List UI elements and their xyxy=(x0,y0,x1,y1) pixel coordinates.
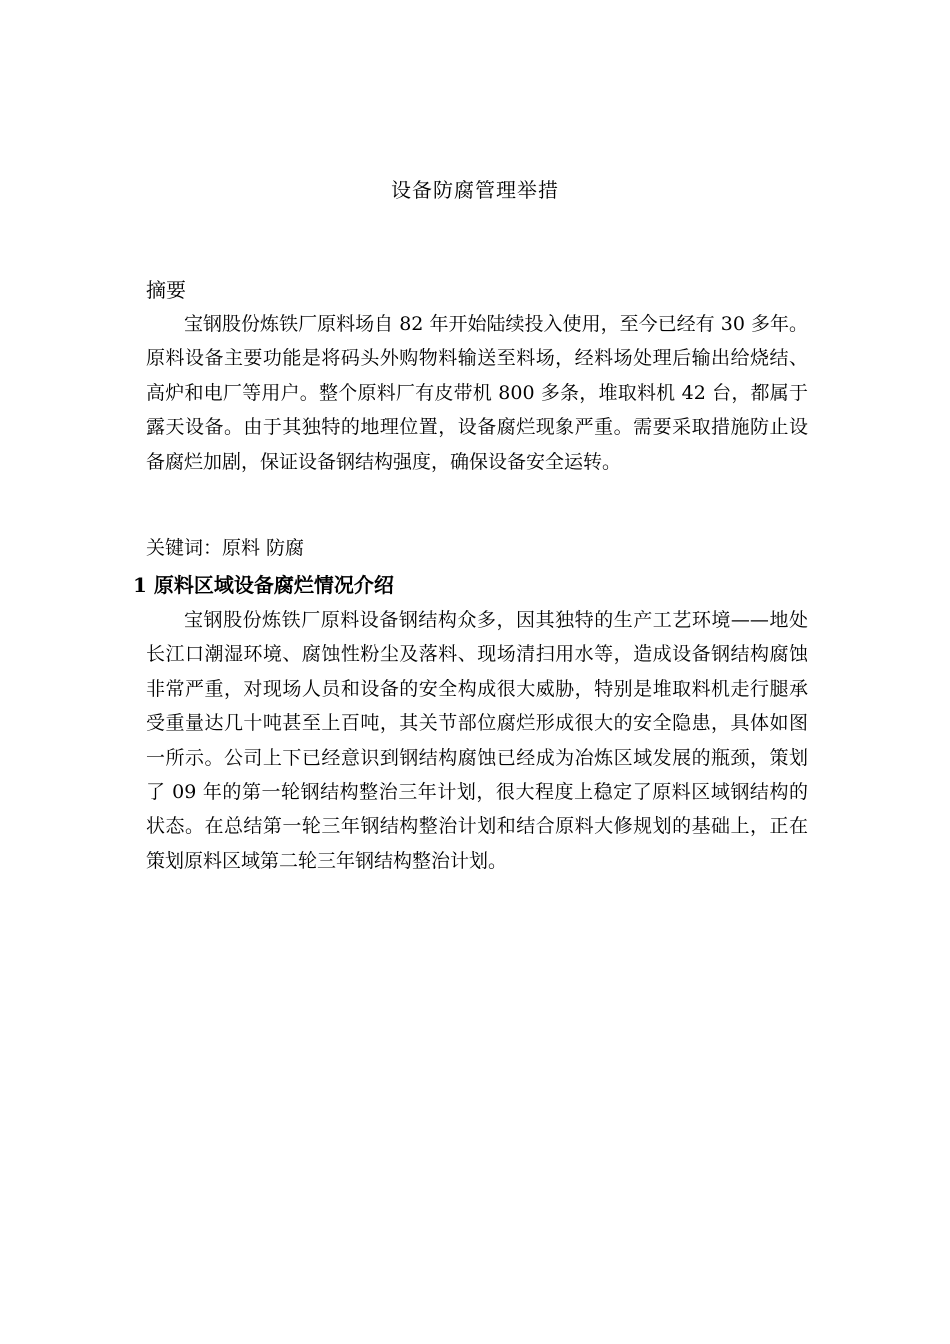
keywords-line: 关键词：原料 防腐 xyxy=(146,537,305,559)
section-paragraph: 宝钢股份炼铁厂原料设备钢结构众多，因其独特的生产工艺环境——地处长江口潮湿环境、腐蚀性粉尘及落料、现场清扫用水等，造成设备钢结构腐蚀非常严重，对现场人员和设备的安全构成很大威胁，特别是堆取料机走行腿承受重量达几十吨甚至上百吨，其关节部位腐烂形成很大的安全隐患，具体如图一所示。公司上下已经意识到钢结构腐蚀已经成为冶炼区域发展的瓶颈，策划了 09 年的第一轮钢结构整治三年计划，很大程度上稳定了原料区域钢结构的状态。在总结第一轮三年钢结构整治计划和结合原料大修规划的基础上，正在策划原料区域第二轮三年钢结构整治计划。 xyxy=(146,609,808,872)
abstract-heading: 摘要 xyxy=(146,278,186,302)
section-heading: 1 原料区域设备腐烂情况介绍 xyxy=(133,573,394,597)
document-title: 设备防腐管理举措 xyxy=(391,178,559,202)
abstract-paragraph: 宝钢股份炼铁厂原料场自 82 年开始陆续投入使用，至今已经有 30 多年。原料设备主要功能是将码头外购物料输送至料场，经料场处理后输出给烧结、高炉和电厂等用户。整个原料厂有皮带机 800 多条，堆取料机 42 台，都属于露天设备。由于其独特的地理位置，设备腐烂现象严重。需要采取措施防止设备腐烂加剧，保证设备钢结构强度，确保设备安全运转。 xyxy=(146,313,808,473)
